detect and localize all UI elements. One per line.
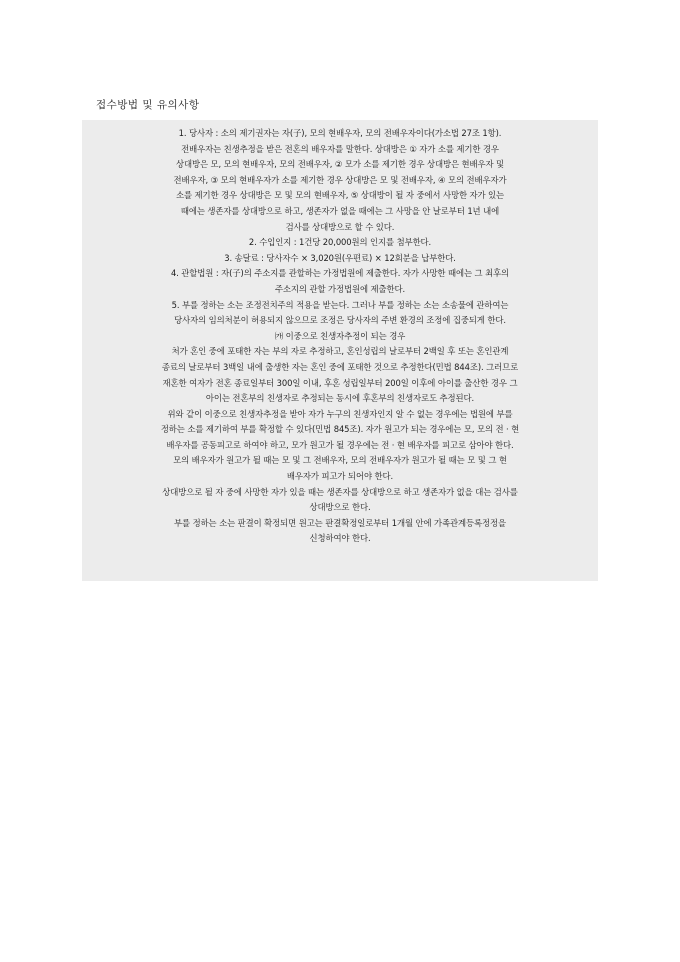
text-line: 전배우자는 친생추정을 받은 전혼의 배우자를 말한다. 상대방은 ① 자가 소를 제기한 경우 <box>181 143 499 154</box>
text-line: 재혼한 여자가 전혼 종료일부터 300일 이내, 후혼 성립일부터 200일 이후에 아이를 출산한 경우 그 <box>162 377 518 388</box>
text-line: 전배우자, ③ 모의 현배우자가 소를 제기한 경우 상대방은 모 및 전배우자, ④ 모의 전배우자가 <box>173 174 507 185</box>
text-line: 3. 송달료 : 당사자수 × 3,020원(우편료) × 12회분을 납부한다. <box>224 252 456 263</box>
text-line: 주소지의 관할 가정법원에 제출한다. <box>274 283 406 294</box>
text-line: 상대방으로 한다. <box>309 502 371 513</box>
content-box <box>82 120 598 581</box>
text-line: 종료의 날로부터 3백일 내에 출생한 자는 혼인 중에 포태한 것으로 추정한다(민법 844조). 그러므로 <box>161 361 519 372</box>
text-line: 아이는 전혼부의 친생자로 추정되는 동시에 후혼부의 친생자로도 추정된다. <box>205 393 475 404</box>
text-line: 위와 같이 이중으로 친생자추정을 받아 자가 누구의 친생자인지 알 수 없는 경우에는 법원에 부를 <box>167 408 513 419</box>
text-line: 배우자가 피고가 되어야 한다. <box>286 471 394 482</box>
text-line: 처가 혼인 중에 포태한 자는 부의 자로 추정하고, 혼인성립의 날로부터 2백일 후 또는 혼인관계 <box>171 346 509 357</box>
text-line: 검사를 상대방으로 할 수 있다. <box>285 221 395 232</box>
text-line: 5. 부를 정하는 소는 조정전치주의 적용을 받는다. 그러나 부를 정하는 소는 소송물에 관하여는 <box>171 299 509 310</box>
text-line: 모의 배우자가 원고가 될 때는 모 및 그 전배우자, 모의 전배우자가 원고가 될 때는 모 및 그 현 <box>173 455 507 466</box>
text-line: 상대방은 모, 모의 현배우자, 모의 전배우자, ② 모가 소를 제기한 경우 상대방은 현배우자 및 <box>175 159 505 170</box>
text-line: 당사자의 임의처분이 허용되지 않으므로 조정은 당사자의 주변 환경의 조정에 집중되게 한다. <box>174 315 506 326</box>
text-line: ㈎ 이중으로 친생자추정이 되는 경우 <box>274 330 406 341</box>
text-line: 부를 정하는 소는 판결이 확정되면 원고는 판결확정일로부터 1개월 안에 가족관계등록정정을 <box>174 517 506 528</box>
page-heading: 접수방법 및 유의사항 <box>96 99 200 111</box>
text-line: 배우자를 공동피고로 하여야 하고, 모가 원고가 될 경우에는 전 · 현 배우자를 피고로 삼아야 한다. <box>166 439 514 450</box>
text-line: 4. 관할법원 : 자(子)의 주소지를 관할하는 가정법원에 제출한다. 자가 사망한 때에는 그 최후의 <box>170 268 510 279</box>
text-line: 1. 당사자 : 소의 제기권자는 자(子), 모의 현배우자, 모의 전배우자이다(가소법 27조 1항). <box>178 128 502 138</box>
text-line: 때에는 생존자를 상대방으로 하고, 생존자가 없을 때에는 그 사망을 안 날로부터 1년 내에 <box>180 205 500 216</box>
text-line: 소를 제기한 경우 상대방은 모 및 모의 현배우자, ⑤ 상대방이 될 자 중에서 사망한 자가 있는 <box>175 190 505 201</box>
text-line: 2. 수입인지 : 1건당 20,000원의 인지를 첨부한다. <box>248 237 432 248</box>
text-line: 상대방으로 될 자 중에 사망한 자가 있을 때는 생존자를 상대방으로 하고 생존자가 없을 대는 검사를 <box>162 486 518 497</box>
text-line: 신청하여야 한다. <box>309 533 371 544</box>
text-line: 정하는 소를 제기하여 부를 확정할 수 있다(민법 845조). 자가 원고가 되는 경우에는 모, 모의 전 · 현 <box>160 424 520 435</box>
